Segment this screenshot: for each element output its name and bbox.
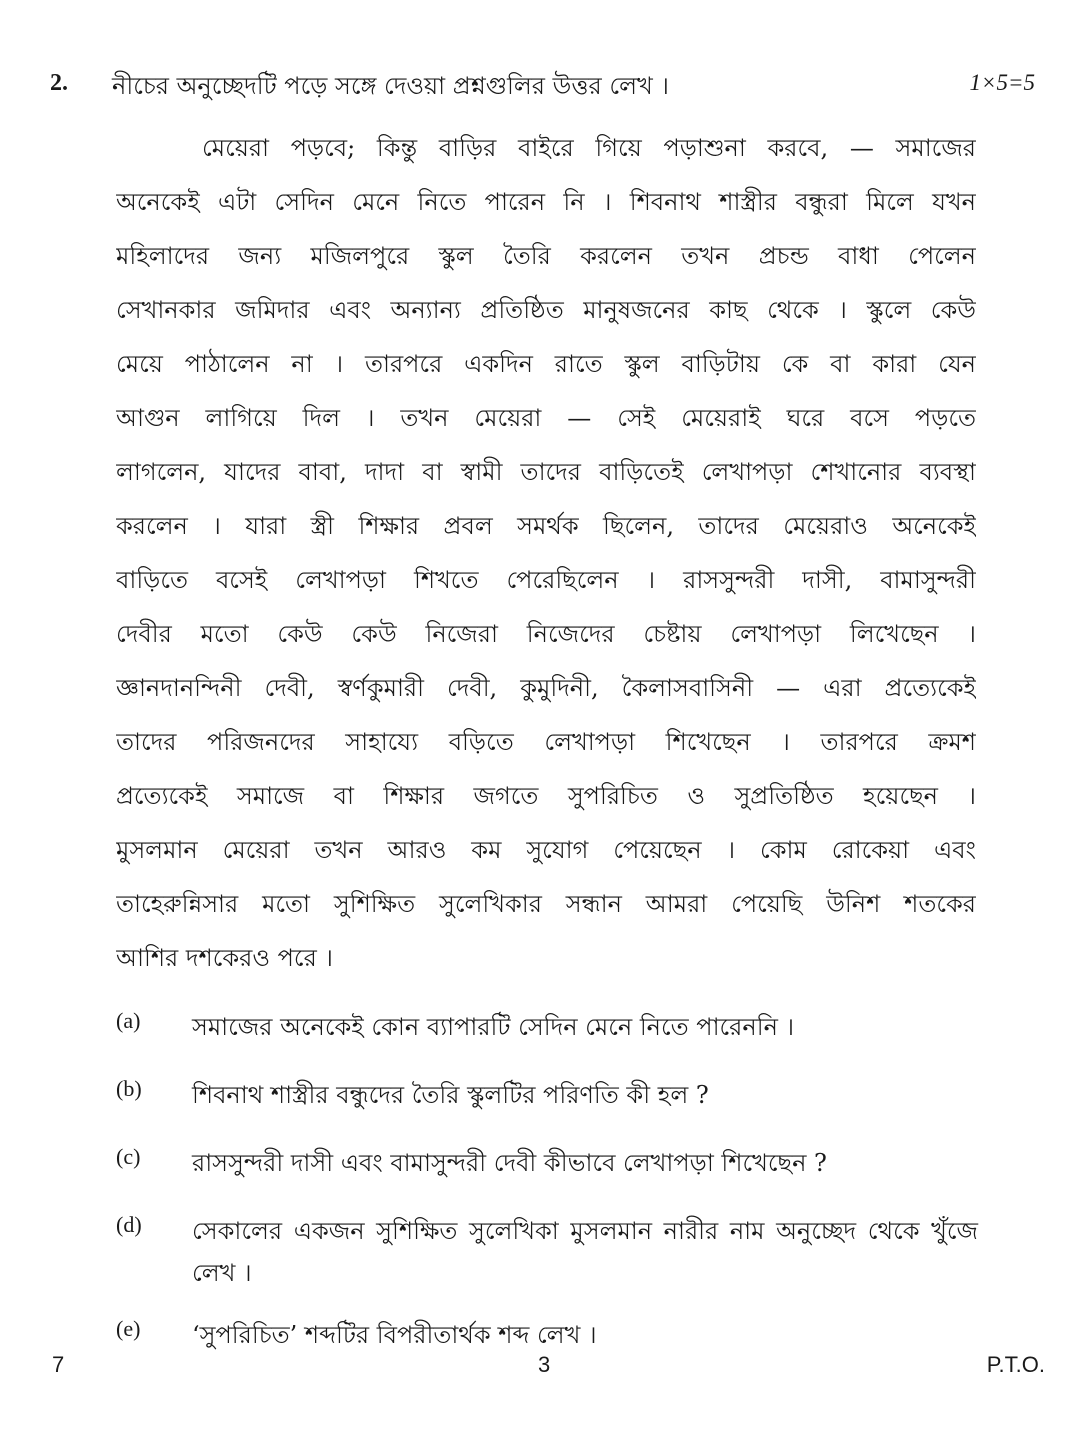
subquestion-e — [116, 1314, 978, 1356]
subquestion-text: শিবনাথ শাস্ত্রীর বন্ধুদের তৈরি স্কুলটির পরিণতি কী হল ? — [192, 1081, 709, 1109]
passage-line: আগুন লাগিয়ে দিল । তখন মেয়েরা — সেই মেয়েরাই ঘরে বসে পড়তে — [116, 404, 976, 432]
subquestion-label: (c) — [116, 1144, 141, 1169]
subquestion-text: ‘সুপরিচিত’ শব্দটির বিপরীতার্থক শব্দ লেখ । — [192, 1321, 597, 1349]
passage-line: করলেন । যারা স্ত্রী শিক্ষার প্রবল সমর্থক ছিলেন, তাদের মেয়েরাও অনেকেই — [116, 512, 976, 540]
passage-line: মুসলমান মেয়েরা তখন আরও কম সুযোগ পেয়েছেন । কোম রোকেয়া এবং — [116, 836, 976, 864]
subquestion-a — [116, 1006, 978, 1048]
passage-line: প্রত্যেকেই সমাজে বা শিক্ষার জগতে সুপরিচিত ও সুপ্রতিষ্ঠিত হয়েছেন । — [116, 782, 976, 810]
subquestion-text: রাসসুন্দরী দাসী এবং বামাসুন্দরী দেবী কীভাবে লেখাপড়া শিখেছেন ? — [192, 1149, 827, 1177]
subquestion-d — [116, 1210, 978, 1294]
subquestion-label: (d) — [116, 1212, 142, 1237]
passage-line: আশির দশকেরও পরে । — [116, 944, 333, 972]
please-turn-over: P.T.O. — [986, 1352, 1045, 1377]
page-number: 3 — [538, 1352, 551, 1377]
passage-line: তাদের পরিজনদের সাহায্যে বড়িতে লেখাপড়া শিখেছেন । তারপরে ক্রমশ — [116, 728, 976, 756]
question-number: 2. — [50, 70, 68, 96]
passage-line: অনেকেই এটা সেদিন মেনে নিতে পারেন নি । শিবনাথ শাস্ত্রীর বন্ধুরা মিলে যখন — [116, 188, 976, 216]
passage-line: জ্ঞানদানন্দিনী দেবী, স্বর্ণকুমারী দেবী, কুমুদিনী, কৈলাসবাসিনী — এরা প্রত্যেকেই — [116, 674, 976, 702]
passage-line: বাড়িতে বসেই লেখাপড়া শিখতে পেরেছিলেন । রাসসুন্দরী দাসী, বামাসুন্দরী — [116, 566, 976, 594]
subquestion-list — [116, 1006, 978, 1382]
subquestion-text: সেকালের একজন সুশিক্ষিত সুলেখিকা মুসলমান নারীর নাম অনুচ্ছেদ থেকে খুঁজে লেখ । — [192, 1217, 978, 1287]
question-marks: 1×5=5 — [969, 70, 1035, 95]
subquestion-text: সমাজের অনেকেই কোন ব্যাপারটি সেদিন মেনে নিতে পারেননি । — [192, 1013, 795, 1041]
passage-line: তাহেরুন্নিসার মতো সুশিক্ষিত সুলেখিকার সন্ধান আমরা পেয়েছি উনিশ শতকের — [116, 890, 976, 918]
subquestion-b — [116, 1074, 978, 1116]
subquestion-label: (a) — [116, 1008, 141, 1033]
passage-line: সেখানকার জমিদার এবং অন্যান্য প্রতিষ্ঠিত মানুষজনের কাছ থেকে । স্কুলে কেউ — [116, 296, 976, 324]
subquestion-label: (e) — [116, 1316, 141, 1341]
passage-line: মেয়েরা পড়বে; কিন্তু বাড়ির বাইরে গিয়ে পড়াশুনা করবে, — সমাজের — [202, 134, 976, 162]
passage — [116, 128, 976, 992]
footer-code: 7 — [52, 1352, 65, 1377]
passage-line: দেবীর মতো কেউ কেউ নিজেরা নিজেদের চেষ্টায় লেখাপড়া লিখেছেন । — [116, 620, 976, 648]
passage-line: মহিলাদের জন্য মজিলপুরে স্কুল তৈরি করলেন তখন প্রচন্ড বাধা পেলেন — [116, 242, 976, 270]
subquestion-label: (b) — [116, 1076, 142, 1101]
subquestion-c — [116, 1142, 978, 1184]
passage-line: মেয়ে পাঠালেন না । তারপরে একদিন রাতে স্কুল বাড়িটায় কে বা কারা যেন — [116, 350, 976, 378]
passage-line: লাগলেন, যাদের বাবা, দাদা বা স্বামী তাদের বাড়িতেই লেখাপড়া শেখানোর ব্যবস্থা — [116, 458, 976, 486]
question-title: নীচের অনুচ্ছেদটি পড়ে সঙ্গে দেওয়া প্রশ্নগুলির উত্তর লেখ । — [112, 72, 669, 100]
